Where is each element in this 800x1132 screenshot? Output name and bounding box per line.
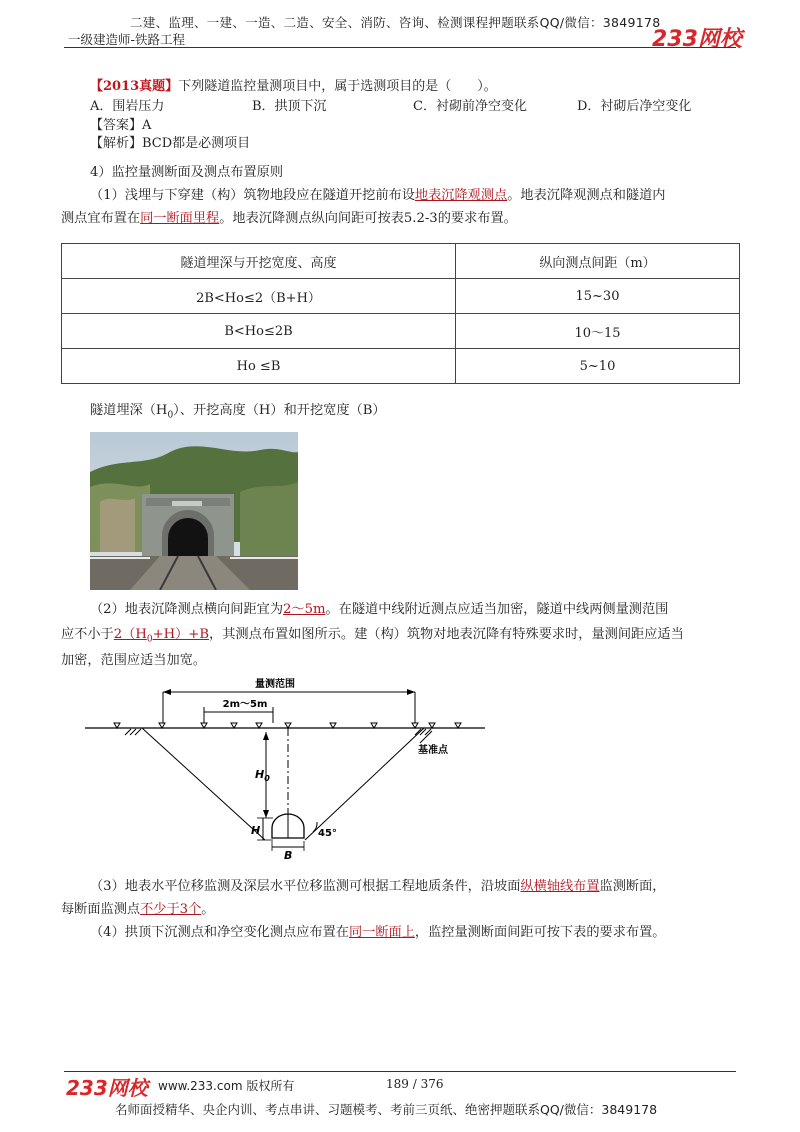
highlight-same-section-2: 同一断面上 [348,925,415,940]
table-cell: 2B<Ho≤2（B+H） [62,279,456,314]
p2-hl-b: +H）+B [152,627,210,642]
table-cell: Ho ≤B [62,349,456,384]
paragraph-1-line-2 [61,208,517,230]
table-cell: 5~10 [456,349,740,384]
p4-text-a: （4）拱顶下沉测点和净空变化测点应布置在 [90,925,349,940]
footer-rule [64,1071,736,1072]
option-a: A．围岩压力 [90,99,165,114]
highlight-same-section: 同一断面里程 [140,211,220,226]
h0-label-sub: 0 [264,774,270,783]
question-text: 下列隧道监控量测项目中，属于选测项目的是（ ）。 [178,79,497,94]
highlight-measure-range [113,627,210,645]
header-rule [64,47,736,48]
highlight-surface-points: 地表沉降观测点 [414,188,508,203]
p2-text-d: ，其测点布置如图所示。建（构）筑物对地表沉降有特殊要求时，量测间距应适当 [209,627,684,642]
benchmark-label: 基准点 [418,745,448,756]
table-header-cell: 纵向测点间距（m） [456,244,740,279]
h-label: H [251,824,261,837]
survey-points [114,723,461,728]
page-number: 189 / 376 [386,1077,444,1091]
option-b: B．拱顶下沉 [252,99,327,114]
header-subtitle: 一级建造师-铁路工程 [68,32,186,47]
highlight-axis-layout: 纵横轴线布置 [520,879,600,894]
table-cell: 15~30 [456,279,740,314]
p1-text-a: （1）浅埋与下穿建（构）筑物地段应在隧道开挖前布设 [90,188,415,203]
p1-text-c: 测点宜布置在 [61,211,141,226]
paragraph-2-line-3: 加密，范围应适当加宽。 [61,653,207,668]
highlight-transverse-spacing: 2～5m [283,602,326,617]
section-heading: 4）监控量测断面及测点布置原则 [90,165,284,180]
table-row [62,314,740,349]
b-label: B [284,849,293,862]
figure-caption [90,400,386,427]
h0-label-main: H [255,768,265,781]
question-tag: 【2013真题】 [90,79,179,94]
spacing-label: 2m～5m [222,699,268,710]
p1-text-d: 。地表沉降测点纵向间距可按表5.2-3的要求布置。 [219,211,517,226]
h0-label [255,768,270,783]
paragraph-1-line-1 [90,185,665,207]
table-header-row [62,244,740,279]
paragraph-3-line-1 [90,876,665,898]
p3-text-b: 监测断面， [599,879,666,894]
spacing-table [61,243,740,384]
footer-promo: 名师面授精华、央企内训、考点串讲、习题模考、考前三页纸、绝密押题联系QQ/微信：3849178 [115,1102,658,1117]
footer-logo: 233网校 [66,1076,148,1100]
option-d: D．衬砌后净空变化 [577,99,692,114]
table-cell: 10～15 [456,314,740,349]
table-header-cell: 隧道埋深与开挖宽度、高度 [62,244,456,279]
measure-range-label: 量测范围 [255,679,295,690]
caption-subscript: 0 [167,410,174,421]
angle-label: 45° [318,828,337,839]
p2-hl-a: 2（H [113,627,147,642]
paragraph-3-line-2 [61,899,214,921]
option-c: C．衬砌前净空变化 [413,99,527,114]
caption-text-b: ）、开挖高度（H）和开挖宽度（B） [173,403,386,418]
p3-text-a: （3）地表水平位移监测及深层水平位移监测可根据工程地质条件，沿坡面 [90,879,521,894]
answer-line: 【答案】A [90,118,152,133]
caption-text-a: 隧道埋深（H [90,403,168,418]
highlight-min-points: 不少于3个 [140,902,202,917]
header-top-line: 二建、监理、一建、一造、二造、安全、消防、咨询、检测课程押题联系QQ/微信：3849178 [130,15,661,30]
p2-text-b: 。在隧道中线附近测点应适当加密，隧道中线两侧量测范围 [325,602,669,617]
p3-text-d: 。 [201,902,215,917]
paragraph-4 [90,922,665,944]
p1-text-b: 。地表沉降观测点和隧道内 [507,188,666,203]
question-stem [90,79,497,95]
p2-hl-sub: 0 [146,634,153,645]
tunnel-portal-photo [90,432,298,590]
p2-text-c: 应不小于 [61,627,114,642]
p3-text-c: 每断面监测点 [61,902,141,917]
paragraph-2-line-2 [61,624,684,651]
paragraph-2-line-1 [90,599,668,621]
table-row [62,279,740,314]
analysis-line: 【解析】BCD都是必测项目 [90,136,251,151]
p4-text-b: ，监控量测断面间距可按下表的要求布置。 [414,925,666,940]
table-cell: B<Ho≤2B [62,314,456,349]
settlement-points-diagram [85,675,505,865]
table-row [62,349,740,384]
brand-logo: 233网校 [652,27,742,52]
p2-text-a: （2）地表沉降测点横向间距宜为 [90,602,284,617]
footer-copyright: www.233.com 版权所有 [158,1079,295,1093]
